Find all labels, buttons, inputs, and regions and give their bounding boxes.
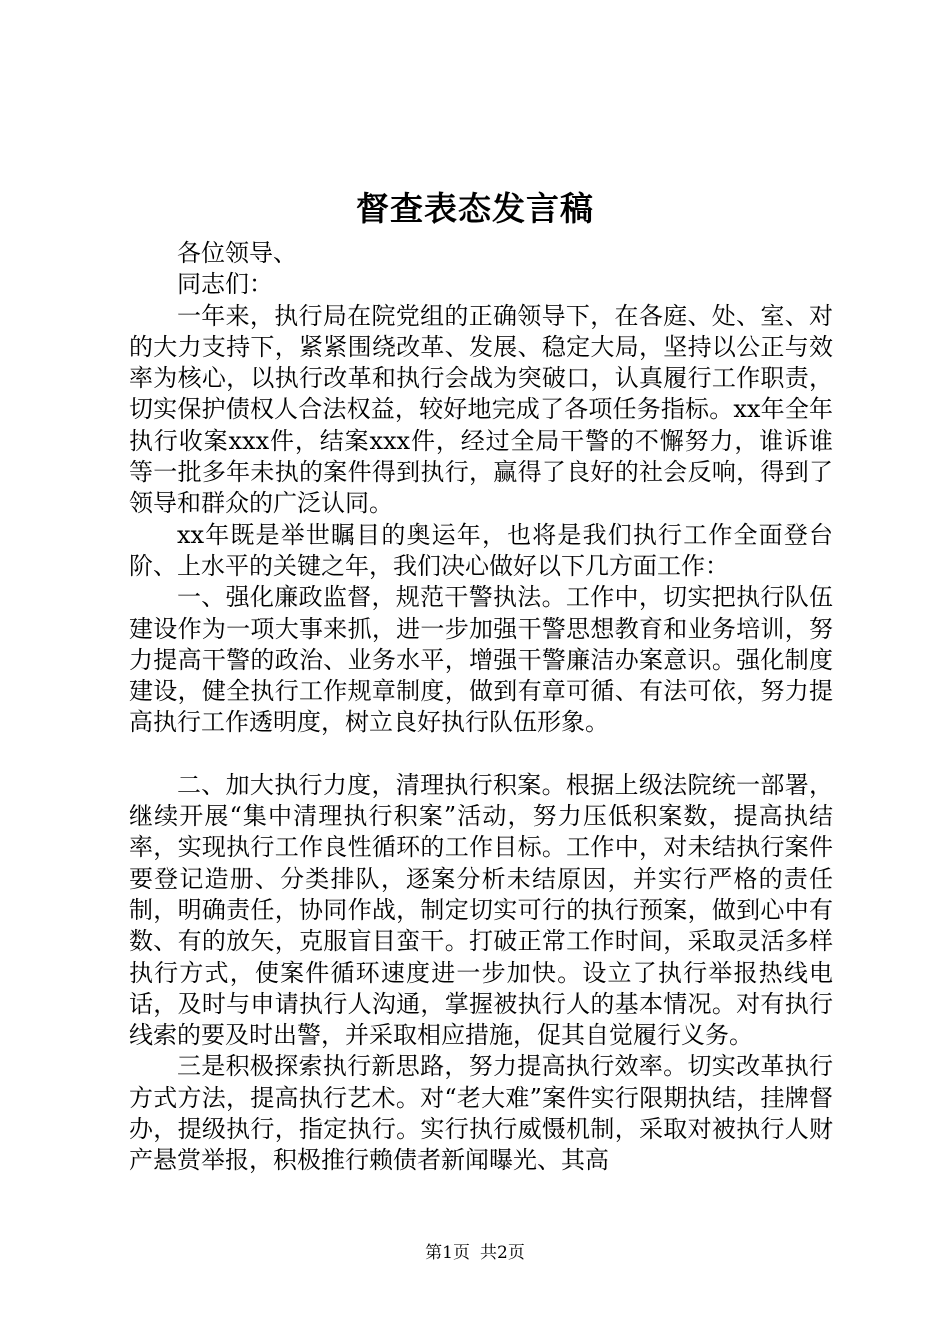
salutation-line: 各位领导、: [177, 239, 297, 267]
body-paragraph: 一、强化廉政监督，规范干警执法。工作中，切实把执行队伍建设作为一项大事来抓，进一步加强干警思想教育和业务培训，努力提高干警的政治、业务水平，增强干警廉洁办案意识。强化制度建设，健全执行工作规章制度，做到有章可循、有法可依，努力提高执行工作透明度，树立良好执行队伍形象。: [129, 583, 833, 737]
salutation-line: 同志们：: [177, 270, 273, 299]
page-total: 共2页: [480, 1243, 525, 1263]
body-paragraph: 一年来，执行局在院党组的正确领导下，在各庭、处、室、对的大力支持下，紧紧围绕改革、发展、稳定大局，坚持以公正与效率为核心，以执行改革和执行会战为突破口，认真履行工作职责，切实保护债权人合法权益，较好地完成了各项任务指标。xx年全年执行收案xxx件，结案xxx件，经过全局干警的不懈努力，谁诉谁等一批多年未执的案件得到执行，赢得了良好的社会反响，得到了领导和群众的广泛认同。: [129, 301, 833, 518]
document-body: [129, 238, 833, 1177]
body-paragraph: xx年既是举世瞩目的奥运年，也将是我们执行工作全面登台阶、上水平的关键之年，我们决心做好以下几方面工作：: [129, 520, 833, 580]
page-footer: [0, 1241, 950, 1265]
page-number: 第1页: [425, 1243, 470, 1263]
body-paragraph: 二、加大执行力度，清理执行积案。根据上级法院统一部署，继续开展“集中清理执行积案”活动，努力压低积案数，提高执结率，实现执行工作良性循环的工作目标。工作中，对未结执行案件要登记造册、分类排队，逐案分析未结原因，并实行严格的责任制，明确责任，协同作战，制定切实可行的执行预案，做到心中有数、有的放矢，克服盲目蛮干。打破正常工作时间，采取灵活多样执行方式，使案件循环速度进一步加快。设立了执行举报热线电话，及时与申请执行人沟通，掌握被执行人的基本情况。对有执行线索的要及时出警，并采取相应措施，促其自觉履行义务。: [129, 770, 833, 1050]
body-paragraph: 三是积极探索执行新思路，努力提高执行效率。切实改革执行方式方法，提高执行艺术。对“老大难”案件实行限期执结，挂牌督办，提级执行，指定执行。实行执行威慑机制，采取对被执行人财产悬赏举报，积极推行赖债者新闻曝光、其高: [129, 1052, 833, 1175]
document-title: 督查表态发言稿: [356, 189, 594, 228]
